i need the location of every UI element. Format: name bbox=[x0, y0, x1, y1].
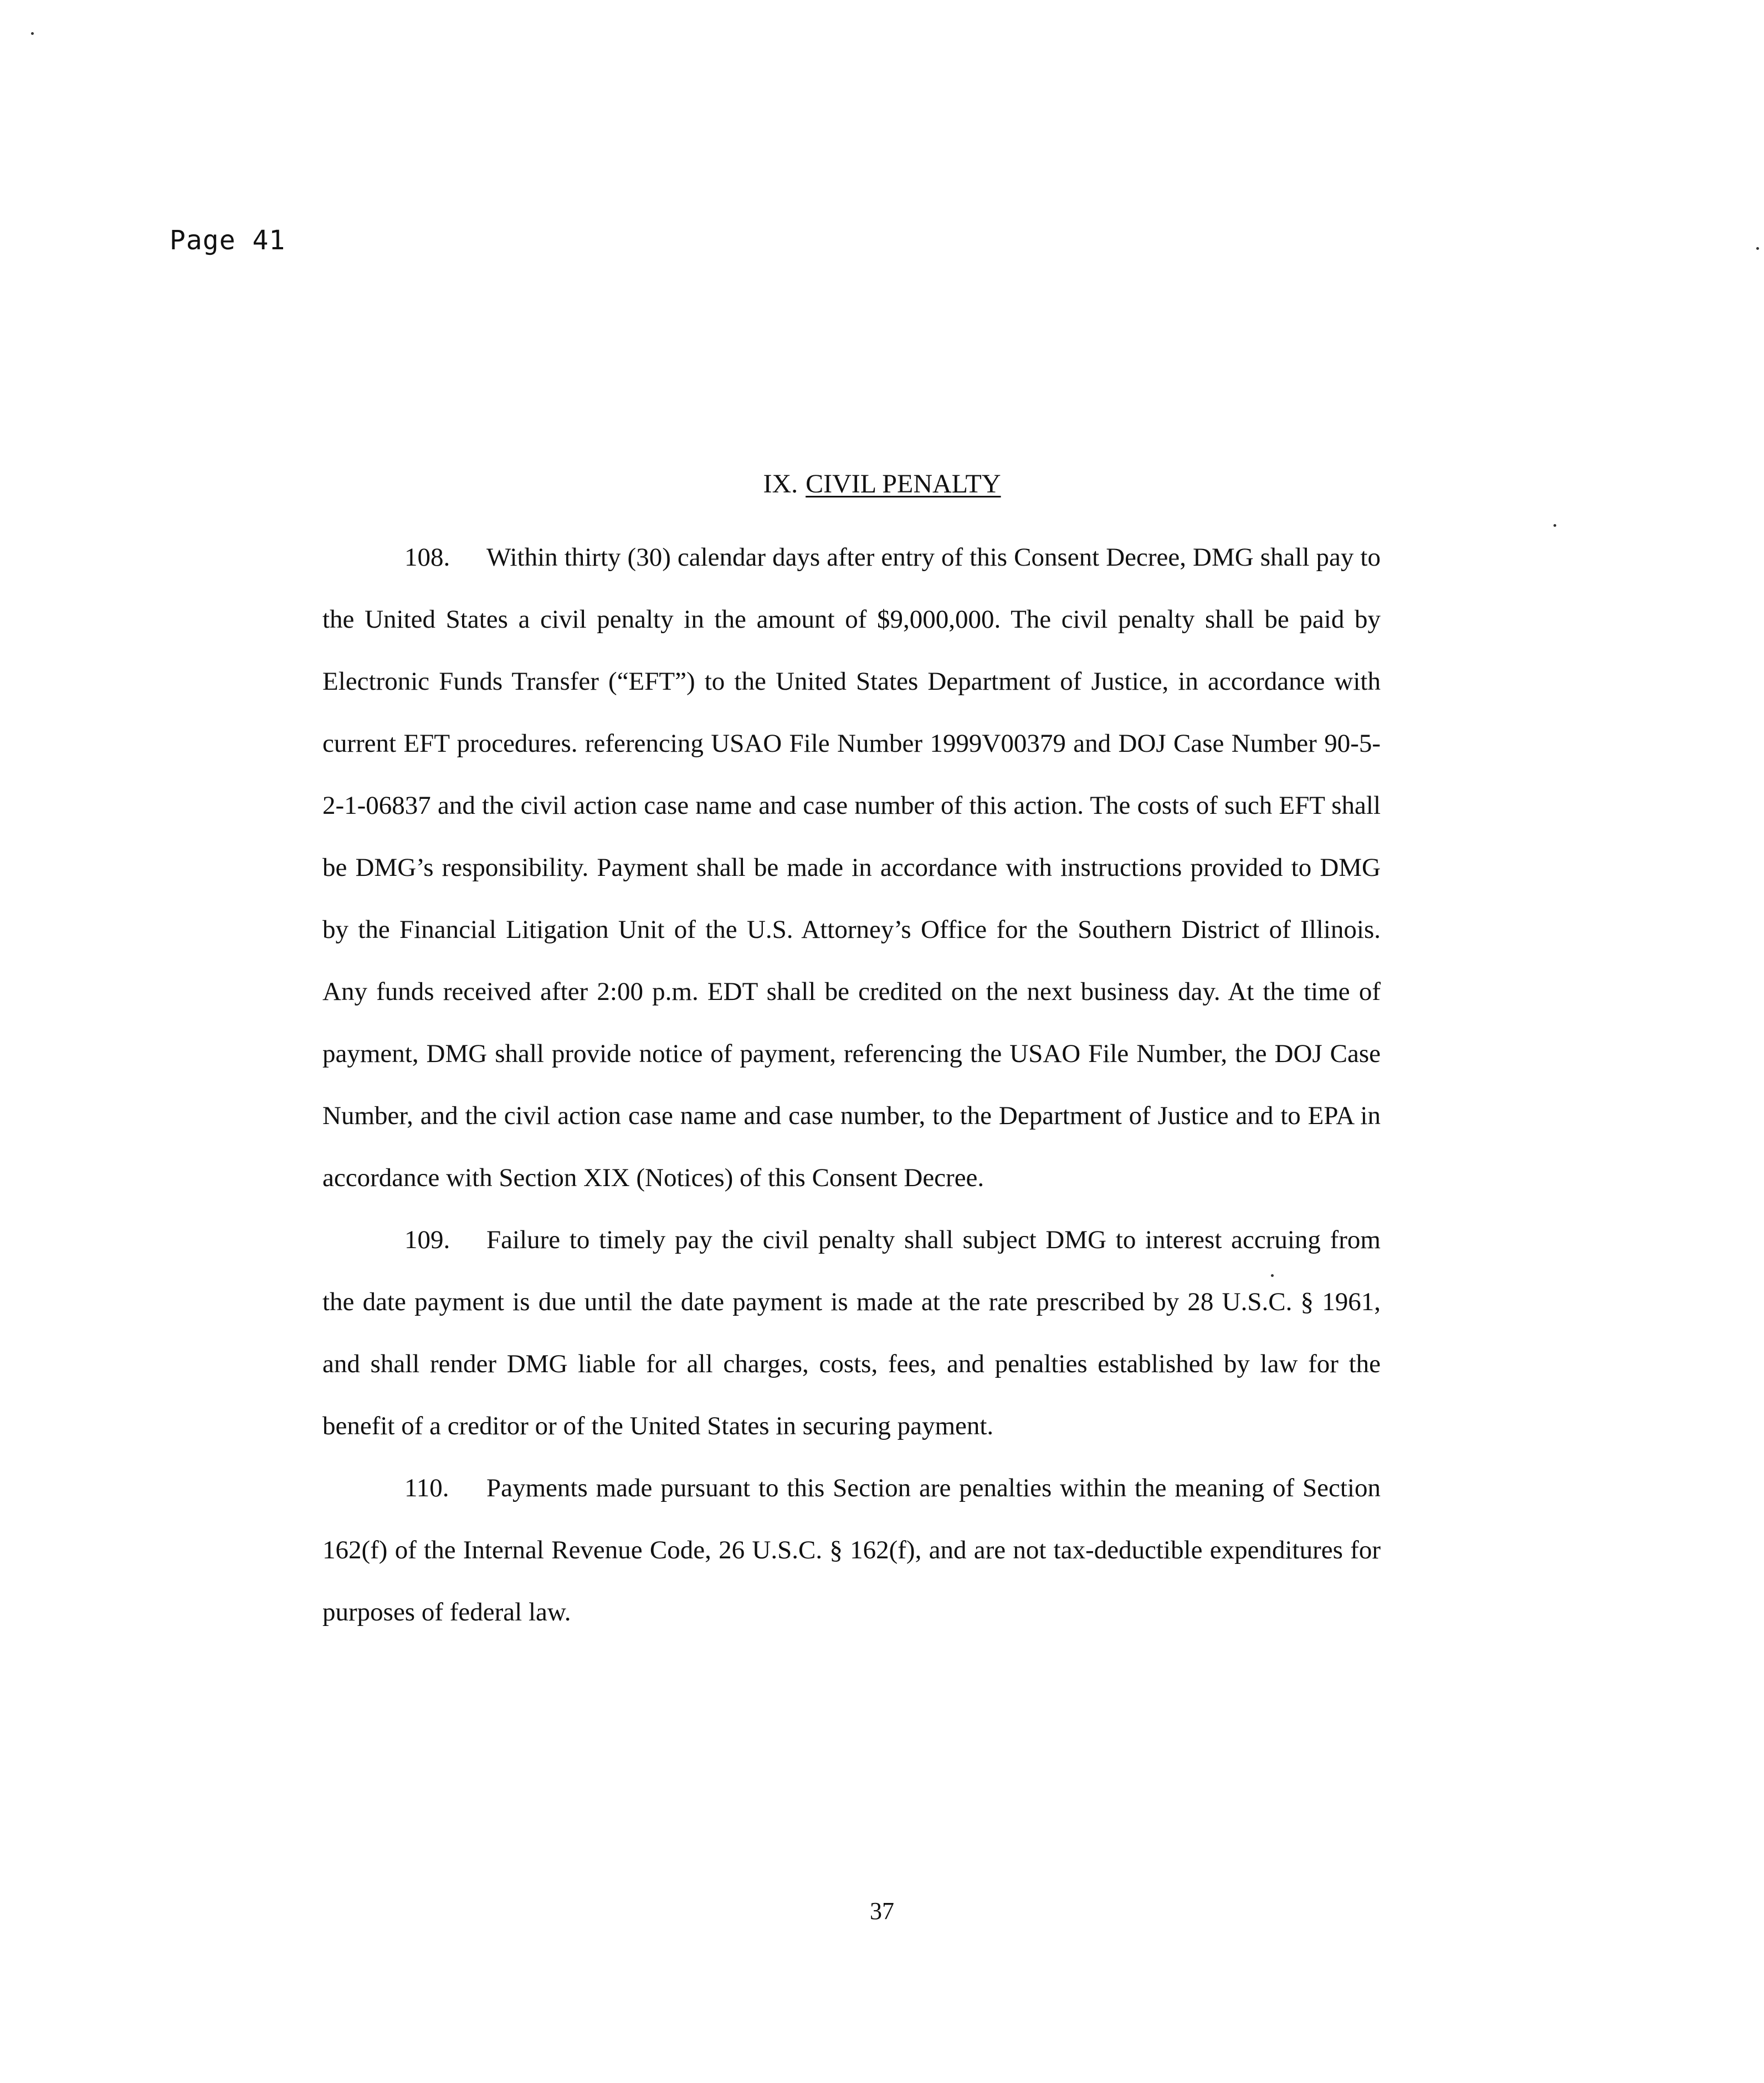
paragraph-text: Failure to timely pay the civil penalty shall subject DMG to interest accruing from the date payment is due until the date payment is made at the rate prescribed by 28 U.S.C. § 1961, and shall render DMG liable for all charges, costs, fees, and penalties established by law for the benefit of a creditor or of the United States in securing payment. bbox=[322, 1225, 1381, 1440]
paragraph-text: Within thirty (30) calendar days after entry of this Consent Decree, DMG shall pay to the United States a civil penalty in the amount of $9,000,000. The civil penalty shall be paid by Electronic Funds Transfer (“EFT”) to the United States Department of Justice, in accordance with current EFT procedures. referencing USAO File Number 1999V00379 and DOJ Case Number 90-5-2-1-06837 and the civil action case name and case number of this action. The costs of such EFT shall be DMG’s responsibility. Payment shall be made in accordance with instructions provided to DMG by the Financial Litigation Unit of the U.S. Attorney’s Office for the Southern District of Illinois. Any funds received after 2:00 p.m. EDT shall be credited on the next business day. At the time of payment, DMG shall provide notice of payment, referencing the USAO File Number, the DOJ Case Number, and the civil action case name and case number, to the Department of Justice and to EPA in accordance with Section XIX (Notices) of this Consent Decree. bbox=[322, 543, 1381, 1192]
fax-page-label: Page 41 bbox=[170, 225, 286, 256]
paragraph-109 bbox=[322, 1209, 1381, 1457]
paragraph-text: Payments made pursuant to this Section are penalties within the meaning of Section 162(f) of the Internal Revenue Code, 26 U.S.C. § 162(f), and are not tax-deductible expenditures for purposes of federal law. bbox=[322, 1474, 1381, 1627]
scan-speck bbox=[1756, 247, 1759, 250]
paragraph-number: 110. bbox=[404, 1474, 449, 1502]
section-heading bbox=[0, 471, 1764, 497]
scan-speck bbox=[31, 32, 34, 35]
scan-speck bbox=[1271, 1274, 1274, 1277]
paragraph-number: 108. bbox=[404, 543, 450, 572]
scan-speck bbox=[1553, 524, 1556, 527]
paragraph-108 bbox=[322, 526, 1381, 1209]
paragraph-110 bbox=[322, 1457, 1381, 1643]
document-body bbox=[322, 526, 1381, 1643]
paragraph-number: 109. bbox=[404, 1225, 450, 1254]
page-number: 37 bbox=[870, 1897, 894, 1925]
section-number: IX. bbox=[763, 469, 798, 499]
section-title: CIVIL PENALTY bbox=[806, 469, 1001, 499]
